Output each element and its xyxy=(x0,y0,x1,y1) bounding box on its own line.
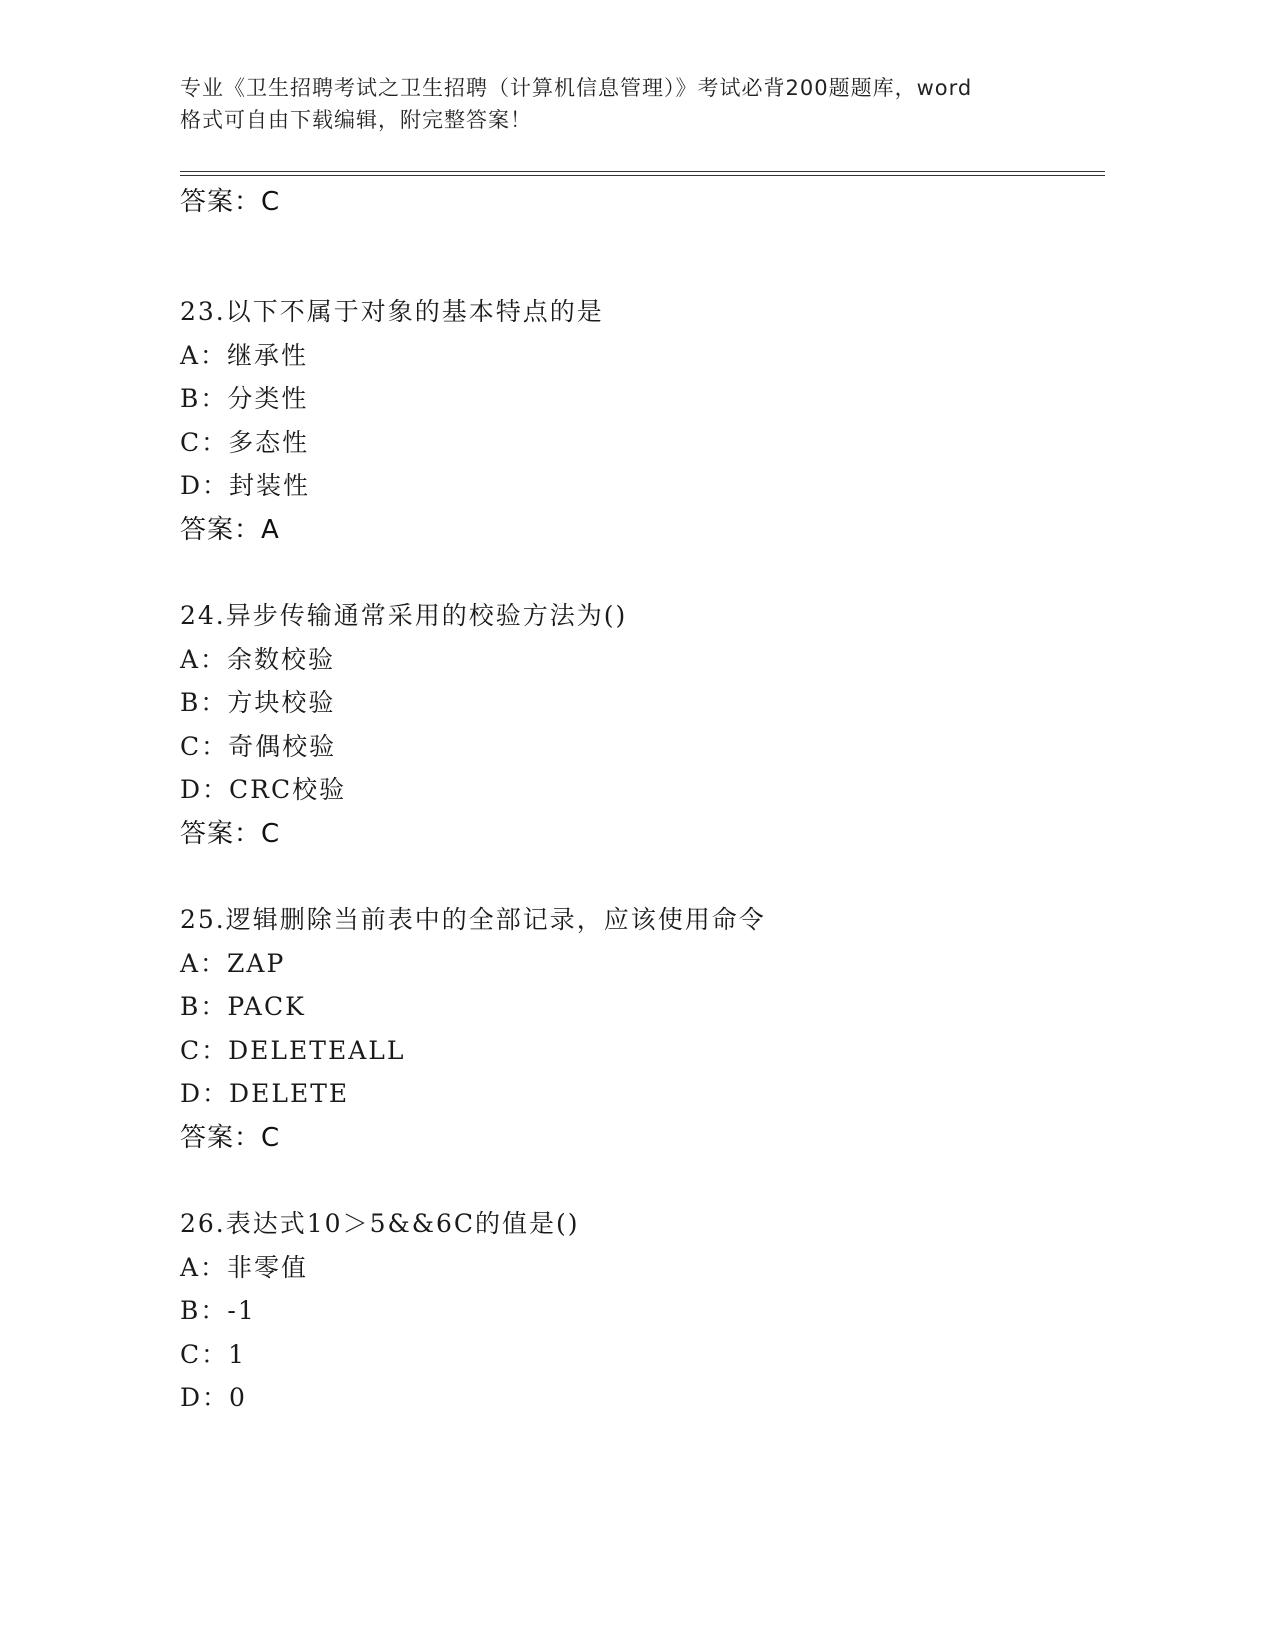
option-a: A：非零值 xyxy=(180,1252,309,1282)
question-block xyxy=(180,594,1105,856)
option-a: A：继承性 xyxy=(180,340,309,370)
question-stem: 26.表达式10＞5&&6C的值是() xyxy=(180,1208,580,1238)
option-d: D：CRC校验 xyxy=(180,775,347,805)
header-divider-bottom xyxy=(180,175,1105,176)
option-b: B：-1 xyxy=(180,1296,256,1326)
option-d: D：DELETE xyxy=(180,1079,350,1109)
option-c: C：奇偶校验 xyxy=(180,731,337,761)
question-block xyxy=(180,290,1105,552)
question-stem: 23.以下不属于对象的基本特点的是 xyxy=(180,297,604,326)
question-block xyxy=(180,1202,1105,1420)
option-d: D：0 xyxy=(180,1383,247,1413)
option-b: B：分类性 xyxy=(180,384,309,414)
option-b: B：PACK xyxy=(180,992,306,1022)
option-a: A：ZAP xyxy=(180,948,286,978)
answer-line: 答案：C xyxy=(180,1122,281,1153)
option-c: C：多态性 xyxy=(180,427,310,457)
header-divider-top xyxy=(180,171,1105,172)
document-header xyxy=(180,72,1060,136)
question-stem: 25.逻辑删除当前表中的全部记录，应该使用命令 xyxy=(180,904,766,934)
option-c: C：1 xyxy=(180,1339,247,1369)
question-block xyxy=(180,898,1105,1160)
answer-line: 答案：A xyxy=(180,514,280,545)
option-c: C：DELETEALL xyxy=(180,1035,406,1065)
question-stem: 24.异步传输通常采用的校验方法为() xyxy=(180,600,628,630)
option-d: D：封装性 xyxy=(180,471,311,501)
header-line-2: 格式可自由下载编辑，附完整答案！ xyxy=(180,108,532,132)
answer-line: 答案：C xyxy=(180,187,281,217)
answer-line: 答案：C xyxy=(180,818,281,849)
option-a: A：余数校验 xyxy=(180,644,336,674)
header-line-1: 专业《卫生招聘考试之卫生招聘（计算机信息管理）》考试必背200题题库，word xyxy=(180,76,973,100)
option-b: B：方块校验 xyxy=(180,688,336,718)
question-list xyxy=(180,180,1105,1420)
